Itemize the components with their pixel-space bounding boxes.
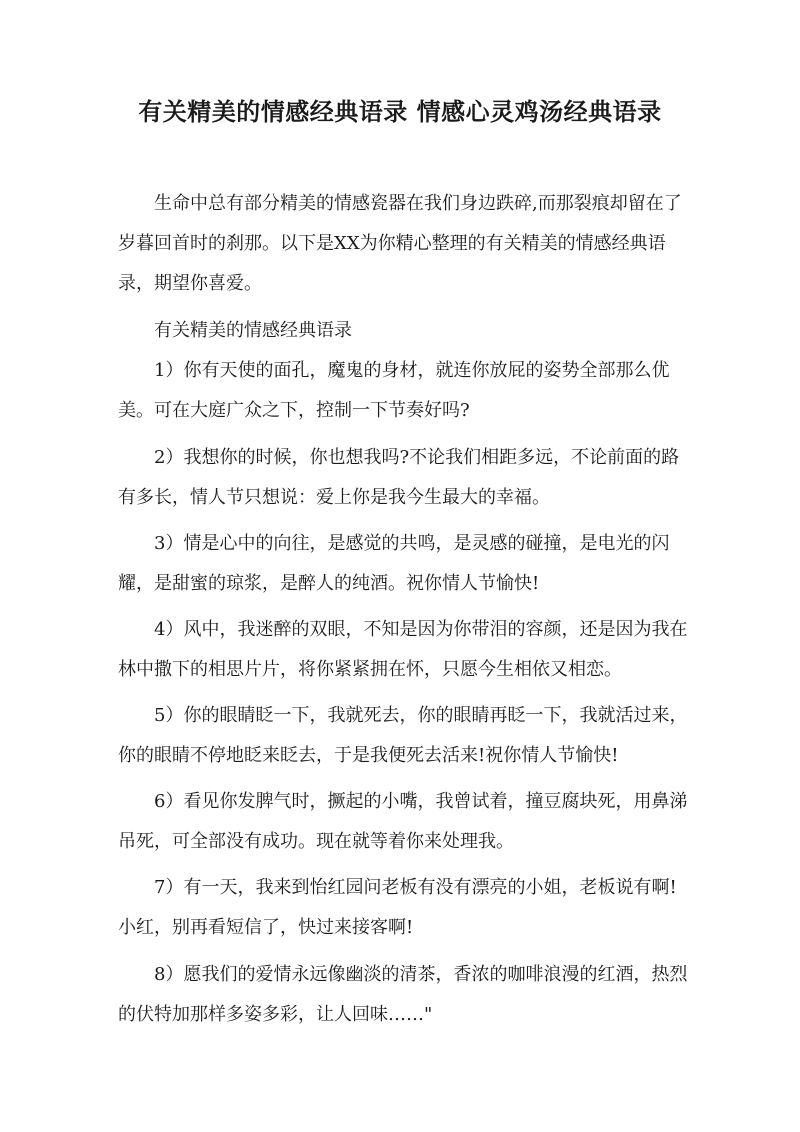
quote-paragraph: 8）愿我们的爱情永远像幽淡的清茶，香浓的咖啡浪漫的红酒，热烈的伏特加那样多姿多彩，让人回味……" <box>118 964 688 1025</box>
quote-paragraph: 5）你的眼睛眨一下，我就死去，你的眼睛再眨一下，我就活过来，你的眼睛不停地眨来眨去，于是我便死去活来!祝你情人节愉快! <box>118 705 688 766</box>
quote-paragraph: 3）情是心中的向往，是感觉的共鸣，是灵感的碰撞，是电光的闪耀，是甜蜜的琼浆，是醉人的纯酒。祝你情人节愉快! <box>118 533 670 594</box>
quote-paragraph: 4）风中，我迷醉的双眼，不知是因为你带泪的容颜，还是因为我在林中撒下的相思片片，将你紧紧拥在怀，只愿今生相依又相恋。 <box>118 619 688 680</box>
quote-paragraph: 6）看见你发脾气时，撅起的小嘴，我曾试着，撞豆腐块死，用鼻涕吊死，可全部没有成功。现在就等着你来处理我。 <box>118 791 688 852</box>
quote-paragraph: 7）有一天，我来到怡红园问老板有没有漂亮的小姐，老板说有啊!小红，别再看短信了，快过来接客啊! <box>118 877 677 938</box>
quote-paragraph: 2）我想你的时候，你也想我吗?不论我们相距多远，不论前面的路有多长，情人节只想说：爱上你是我今生最大的幸福。 <box>118 447 680 508</box>
document-title: 有关精美的情感经典语录 情感心灵鸡汤经典语录 <box>138 97 662 126</box>
quote-paragraph: 1）你有天使的面孔，魔鬼的身材，就连你放屁的姿势全部那么优美。可在大庭广众之下，控制一下节奏好吗? <box>118 360 670 421</box>
intro-paragraph: 生命中总有部分精美的情感瓷器在我们身边跌碎,而那裂痕却留在了岁暮回首时的刹那。以下是XX为你精心整理的有关精美的情感经典语录，期望你喜爱。 <box>118 193 682 294</box>
section-heading: 有关精美的情感经典语录 <box>154 320 352 341</box>
